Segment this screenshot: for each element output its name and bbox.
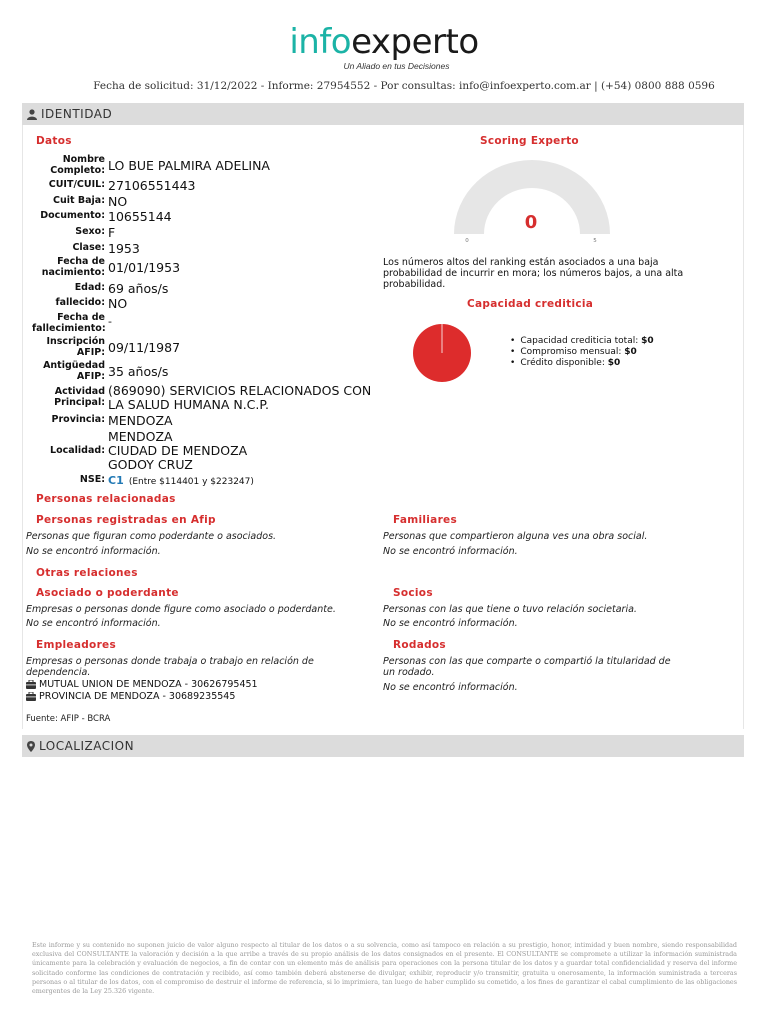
field-label: Sexo:: [75, 226, 105, 237]
empleador-label: PROVINCIA DE MENDOZA - 30689235545: [39, 691, 236, 702]
field-value: NO: [108, 296, 128, 311]
nse-code: C1: [108, 474, 124, 487]
datos-title: Datos: [36, 135, 72, 147]
rodados-empty: No se encontró información.: [383, 682, 518, 693]
logo-part-info: info: [289, 22, 352, 62]
field-label: CUIT/CUIL:: [48, 179, 105, 190]
field-cuit-baja: [22, 195, 127, 209]
asociado-empty: No se encontró información.: [26, 618, 161, 629]
field-localidad: [22, 430, 247, 472]
relacionadas-title: Personas relacionadas: [36, 493, 176, 505]
rodados-desc-line2: un rodado.: [383, 667, 435, 678]
field-value: 09/11/1987: [108, 340, 181, 355]
familiares-title: Familiares: [393, 514, 458, 526]
afip-title: Personas registradas en Afip: [36, 514, 216, 526]
field-value-line1: MENDOZA: [108, 429, 173, 444]
rodados-title: Rodados: [393, 639, 446, 651]
field-value: MENDOZA: [108, 413, 173, 428]
socios-desc: Personas con las que tiene o tuvo relación societaria.: [383, 604, 637, 615]
field-value: F: [108, 225, 116, 240]
legal-disclaimer: Este informe y su contenido no suponen juicio de valor alguno respecto al titular de los datos o a su solvencia, como así tampoco en relación a su prestigio, honor, intimidad y buen nombre, siendo responsabilidad exclusiva del CONSULTANTE la valoración y decisión a la que arribe a través de su propio análisis de los datos consignados en el presente. El CONSULTANTE se compromete a utilizar la información suministrada únicamente para la celebración y evaluación de negocios, a fin de contar con un elemento más de análisis para operaciones con la persona titular de los datos y a guardar total confidencialidad y reserva del informe solicitado conforme las condiciones de contratación y recibido, así como también deberá abstenerse de divulgar, exhibir, reproducir y/o transmitir, gratuita u onerosamente, la información suministrada a terceras personas o al titular de los datos, con el compromiso de destruir el informe de referencia, si lo imprimiera, tan luego de haber cumplido su cometido, a los fines de garantizar el cabal cumplimiento de las obligaciones emergentes de la Ley 25.326 vigente.: [32, 941, 737, 996]
field-label: fallecido:: [55, 297, 105, 308]
source-note: Fuente: AFIP - BCRA: [26, 714, 111, 724]
list-item: • Compromiso mensual: $0: [510, 347, 654, 358]
field-value-line1: (869090) SERVICIOS RELACIONADOS CON: [108, 383, 372, 398]
field-label: Actividad Principal:: [54, 386, 105, 408]
user-icon: [27, 109, 37, 120]
gauge-score: 0: [524, 212, 538, 233]
section-identidad: [22, 103, 744, 125]
map-marker-icon: [27, 741, 35, 752]
asociado-desc: Empresas o personas donde figure como asociado o poderdante.: [26, 604, 336, 615]
brand-logo: [0, 22, 768, 71]
section-identidad-title: IDENTIDAD: [41, 107, 113, 121]
field-nombre: [22, 154, 270, 176]
familiares-empty: No se encontró información.: [383, 546, 518, 557]
section-localizacion-title: LOCALIZACION: [39, 739, 135, 753]
scoring-title: Scoring Experto: [480, 135, 579, 147]
field-value: NO: [108, 194, 128, 209]
field-label: NSE:: [79, 474, 105, 485]
field-value: 01/01/1953: [108, 260, 181, 275]
capacidad-title: Capacidad crediticia: [467, 298, 594, 310]
field-fallecido: [22, 297, 127, 311]
field-label: Nombre Completo:: [50, 154, 105, 176]
request-info-line: Fecha de solicitud: 31/12/2022 - Informe: 27954552 - Por consultas: info@infoexperto.com.ar | (+54) 0800 888 0596: [93, 80, 715, 92]
briefcase-icon: [26, 680, 36, 689]
rodados-desc-line1: Personas con las que comparte o compartió la titularidad de: [383, 656, 671, 667]
field-label: Documento:: [40, 210, 105, 221]
brand-tagline: Un Aliado en tus Decisiones: [343, 61, 450, 71]
field-label: Fecha de nacimiento:: [41, 256, 105, 278]
field-value-line3: GODOY CRUZ: [108, 457, 193, 472]
field-inscripcion-afip: [22, 336, 180, 358]
capacidad-pie-chart: [412, 324, 472, 384]
capacidad-list: [510, 336, 654, 369]
socios-title: Socios: [393, 587, 433, 599]
field-edad: [22, 282, 168, 296]
field-actividad: [22, 384, 371, 412]
section-localizacion: [22, 735, 744, 757]
field-value-line2: LA SALUD HUMANA N.C.P.: [108, 397, 269, 412]
field-label: Cuit Baja:: [53, 195, 105, 206]
field-cuit: [22, 179, 195, 193]
field-label: Localidad:: [50, 445, 105, 456]
nse-range: (Entre $114401 y $223247): [128, 477, 254, 487]
scoring-gauge: [452, 160, 612, 246]
field-label: Provincia:: [51, 414, 105, 425]
field-label: Inscripción AFIP:: [46, 336, 105, 358]
list-item: • Crédito disponible: $0: [510, 358, 654, 369]
afip-empty: No se encontró información.: [26, 546, 161, 557]
field-nacimiento: [22, 256, 180, 278]
field-sexo: [22, 226, 115, 240]
field-value: 1953: [108, 241, 140, 256]
empleador-item: [26, 679, 258, 690]
field-label: Antigüedad AFIP:: [43, 360, 105, 382]
field-value: -: [108, 315, 112, 328]
otras-relaciones-title: Otras relaciones: [36, 567, 138, 579]
field-value-line2: CIUDAD DE MENDOZA: [108, 443, 248, 458]
socios-empty: No se encontró información.: [383, 618, 518, 629]
familiares-desc: Personas que compartieron alguna ves una obra social.: [383, 531, 648, 542]
field-value: LO BUE PALMIRA ADELINA: [108, 158, 270, 173]
field-value: 27106551443: [108, 178, 196, 193]
scoring-note: Los números altos del ranking están asociados a una baja probabilidad de incurrir en mora; los números bajos, a una alta probabilidad.: [383, 257, 684, 290]
field-value: 69 años/s: [108, 281, 169, 296]
briefcase-icon: [26, 692, 36, 701]
logo-part-experto: experto: [351, 22, 479, 62]
empleador-item: [26, 691, 235, 702]
asociado-title: Asociado o poderdante: [36, 587, 179, 599]
field-value: 10655144: [108, 209, 172, 224]
field-fallecimiento: [22, 312, 112, 334]
list-item: • Capacidad crediticia total: $0: [510, 336, 654, 347]
field-label: Clase:: [72, 242, 105, 253]
field-value: 35 años/s: [108, 364, 169, 379]
afip-desc: Personas que figuran como poderdante o asociados.: [26, 531, 277, 542]
empleador-label: MUTUAL UNION DE MENDOZA - 30626795451: [39, 679, 258, 690]
empleadores-title: Empleadores: [36, 639, 117, 651]
field-nse: [22, 472, 254, 489]
field-provincia: [22, 414, 173, 428]
field-label: Fecha de fallecimiento:: [32, 312, 106, 334]
field-documento: [22, 210, 172, 224]
empleadores-desc-line2: dependencia.: [26, 667, 91, 678]
gauge-min-label: 0: [465, 238, 469, 244]
field-label: Edad:: [74, 282, 105, 293]
empleadores-desc-line1: Empresas o personas donde trabaja o trabajo en relación de: [26, 656, 314, 667]
gauge-max-label: 5: [593, 238, 597, 244]
field-clase: [22, 242, 140, 256]
field-antiguedad-afip: [22, 360, 168, 382]
